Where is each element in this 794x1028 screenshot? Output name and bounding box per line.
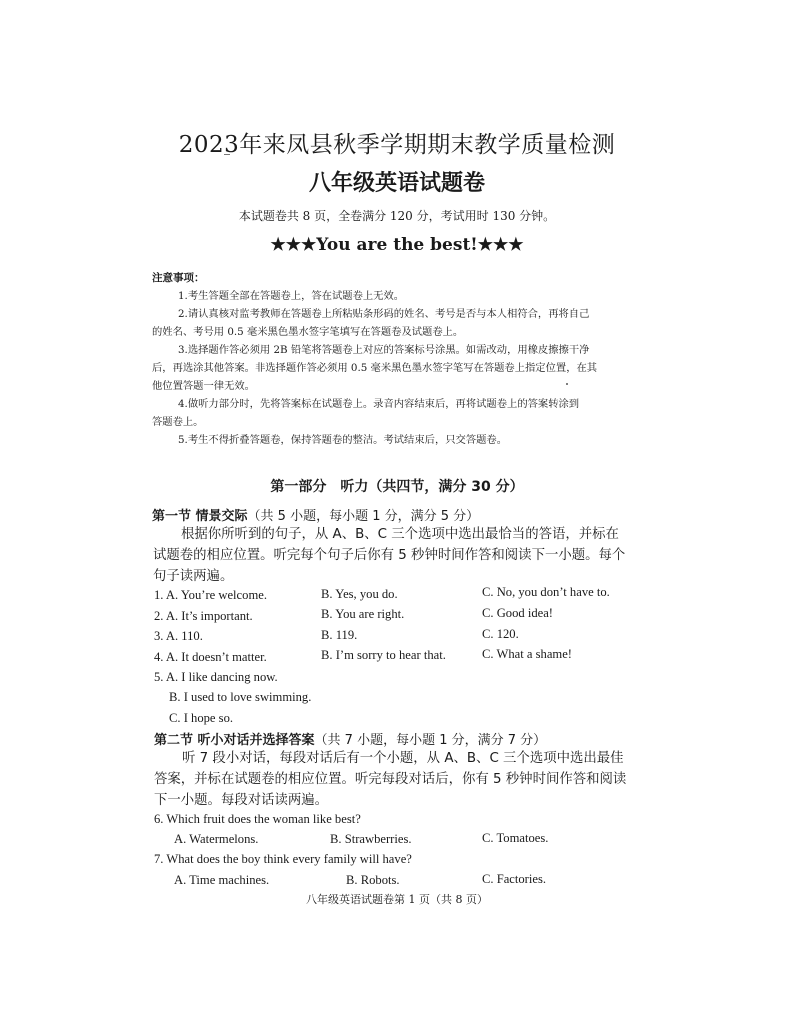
q7-option-c: C. Factories. (482, 872, 547, 886)
q4-option-c: C. What a shame! (482, 647, 572, 661)
q1-option-b: B. Yes, you do. (321, 587, 398, 601)
q5-option-b: B. I used to love swimming. (169, 690, 312, 704)
note-line: 后，再选涂其他答案。非选择题作答必须用 0.5 毫米黑色墨水签字笔写在答题卷上指定位置，在其 (152, 362, 598, 374)
note-line: 1.考生答题全部在答题卷上，答在试题卷上无效。 (178, 290, 405, 302)
q6-option-b: B. Strawberries. (330, 832, 412, 846)
q3-option-b: B. 119. (321, 628, 358, 642)
q1-option-c: C. No, you don’t have to. (482, 585, 610, 599)
page-footer: 八年级英语试题卷第 1 页（共 8 页） (306, 893, 488, 906)
q4-option-a: 4. A. It doesn’t matter. (154, 650, 267, 664)
q6-stem: 6. Which fruit does the woman like best? (154, 812, 361, 826)
note-line: 他位置答题一律无效。 (152, 380, 255, 392)
q7-stem: 7. What does the boy think every family will have? (154, 852, 412, 866)
q6-option-c: C. Tomatoes. (482, 831, 549, 845)
section2-name: 第二节 听小对话并选择答案 (154, 733, 315, 748)
q2-option-b: B. You are right. (321, 607, 405, 621)
section2-instruction: 答案，并标在试题卷的相应位置。听完每段对话后，你有 5 秒钟时间作答和阅读 (154, 772, 627, 787)
section1-instruction: 句子读两遍。 (153, 569, 234, 584)
q5-option-c: C. I hope so. (169, 711, 234, 725)
section1-meta: （共 5 小题，每小题 1 分，满分 5 分） (247, 509, 480, 524)
q2-option-a: 2. A. It’s important. (154, 609, 253, 623)
note-line: 3.选择题作答必须用 2B 铅笔将答题卷上对应的答案标号涂黑。如需改动，用橡皮擦擦干净 (178, 344, 590, 356)
note-line: 2.请认真核对监考教师在答题卷上所粘贴条形码的姓名、考号是否与本人相符合，再将自己 (178, 308, 590, 320)
q4-option-b: B. I’m sorry to hear that. (321, 648, 446, 662)
exam-title: 2023年来凤县秋季学期期末教学质量检测 (178, 132, 616, 158)
section2-instruction: 听 7 段小对话，每段对话后有一个小题，从 A、B、C 三个选项中选出最佳 (182, 751, 624, 766)
section2-instruction: 下一小题。每段对话读两遍。 (154, 793, 329, 808)
exam-info: 本试题卷共 8 页，全卷满分 120 分，考试用时 130 分钟。 (238, 209, 556, 223)
scan-dot (566, 383, 568, 385)
exam-subtitle: 八年级英语试题卷 (308, 171, 485, 196)
part-title: 第一部分 听力（共四节，满分 30 分） (270, 479, 524, 495)
note-line: 5.考生不得折叠答题卷，保持答题卷的整洁。考试结束后，只交答题卷。 (178, 434, 508, 446)
q5-option-a: 5. A. I like dancing now. (154, 670, 278, 684)
section2-heading (154, 729, 546, 748)
notes-title: 注意事项： (152, 272, 205, 284)
note-line: 答题卷上。 (152, 416, 204, 428)
q2-option-c: C. Good idea! (482, 606, 553, 620)
q3-option-c: C. 120. (482, 627, 519, 641)
note-line: 的姓名、考号用 0.5 毫米黑色墨水签字笔填写在答题卷及试题卷上。 (152, 326, 464, 338)
section1-instruction: 根据你所听到的句子，从 A、B、C 三个选项中选出最恰当的答语，并标在 (181, 527, 619, 542)
section1-instruction: 试题卷的相应位置。听完每个句子后你有 5 秒钟时间作答和阅读下一小题。每个 (153, 548, 626, 563)
note-line: 4.做听力部分时，先将答案标在试题卷上。录音内容结束后，再将试题卷上的答案转涂到 (178, 398, 580, 410)
section1-heading (152, 505, 479, 524)
section2-meta: （共 7 小题，每小题 1 分，满分 7 分） (314, 733, 547, 748)
q7-option-a: A. Time machines. (174, 873, 270, 887)
q1-option-a: 1. A. You’re welcome. (154, 588, 267, 602)
q3-option-a: 3. A. 110. (154, 629, 203, 643)
slogan: ★★★You are the best!★★★ (270, 235, 524, 255)
q6-option-a: A. Watermelons. (174, 832, 259, 846)
q7-option-b: B. Robots. (346, 873, 400, 887)
section1-name: 第一节 情景交际 (152, 509, 248, 524)
